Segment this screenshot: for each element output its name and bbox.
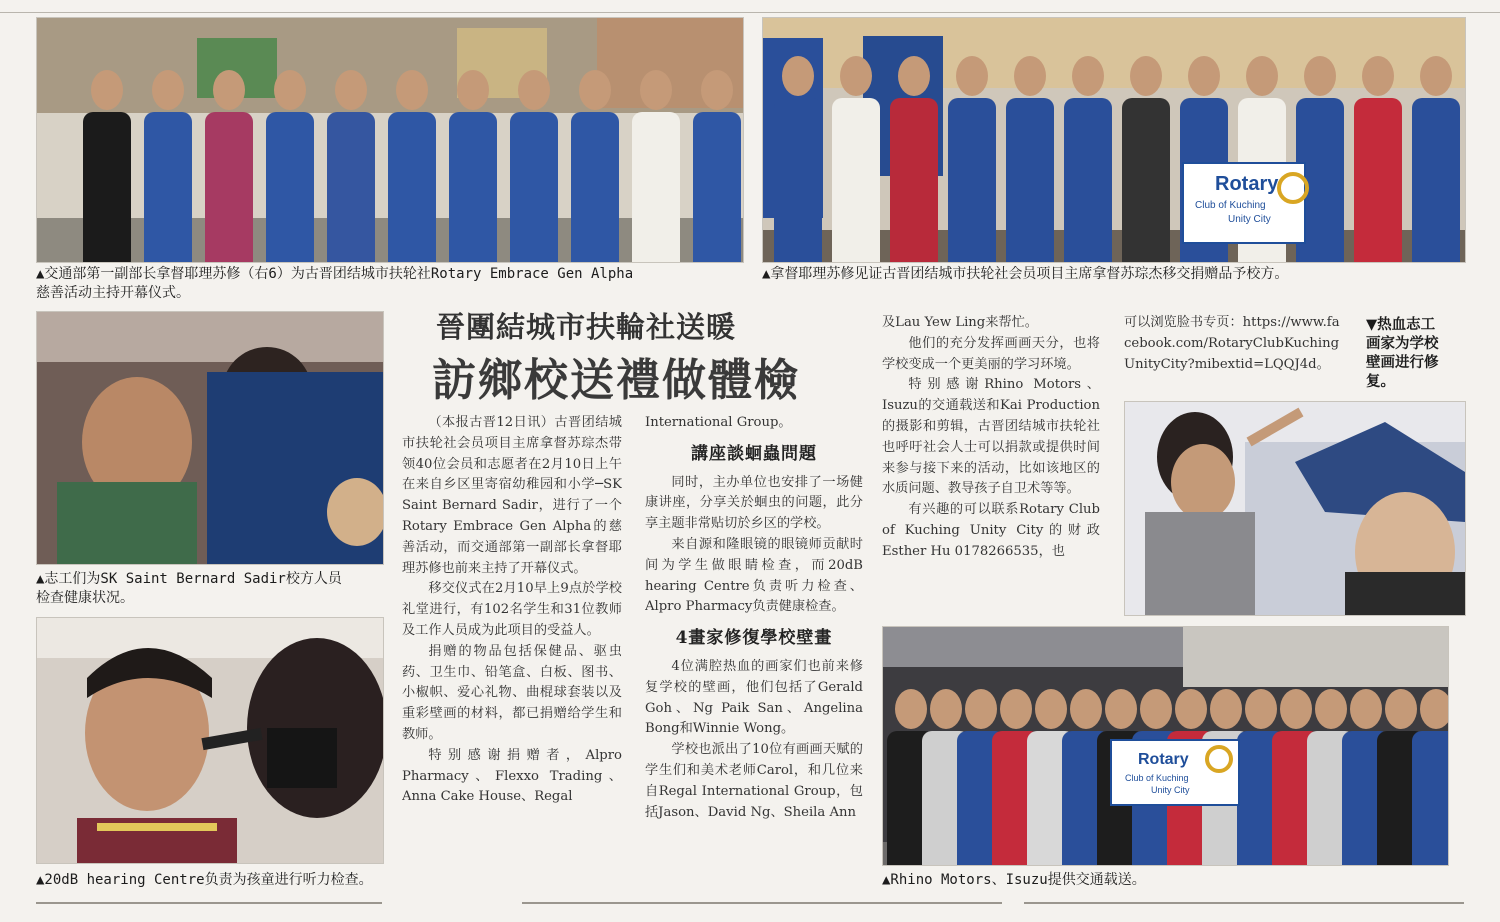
person-head [1070, 689, 1102, 729]
person-head [701, 70, 733, 110]
person-figure [571, 112, 619, 262]
person-head [1140, 689, 1172, 729]
caption-line: ▲交通部第一副部长拿督耶理苏修（右6）为古晋团结城市扶轮社Rotary Embrace Gen Alpha [36, 266, 634, 282]
person-figure [1064, 98, 1112, 262]
caption-line: ▲20dB hearing Centre负责为孩童进行听力检查。 [36, 872, 373, 888]
person-head [1245, 689, 1277, 729]
person-head [1304, 56, 1336, 96]
person-head [1385, 689, 1417, 729]
person-figure [144, 112, 192, 262]
photo-mural-painting [1124, 401, 1466, 616]
person-head [1072, 56, 1104, 96]
person-head [518, 70, 550, 110]
person-figure [205, 112, 253, 262]
article-column-4 [1124, 313, 1346, 397]
caption-line: ▼热血志工 [1366, 317, 1436, 333]
person-head [274, 70, 306, 110]
photo-caption [762, 265, 1482, 284]
person-figure [327, 112, 375, 262]
caption-line: 慈善活动主持开幕仪式。 [36, 285, 190, 301]
person-head [1362, 56, 1394, 96]
photo-hearing-check [36, 617, 384, 864]
caption-line: 复。 [1366, 374, 1395, 390]
person-figure [1122, 98, 1170, 262]
person-figure [266, 112, 314, 262]
caption-line: 画家为学校 [1366, 336, 1439, 352]
bottom-rule-middle [522, 902, 1002, 922]
person-figure [449, 112, 497, 262]
paragraph: 同时，主办单位也安排了一场健康讲座，分享关於蛔虫的问题，此分享主题非常贴切於乡区的学校。 [645, 474, 863, 532]
paragraph: 4位满腔热血的画家们也前来修复学校的壁画，他们包括了Gerald Goh、Ng Paik San、Angelina Bong和Winnie Wong。 [645, 658, 863, 737]
person-head [1350, 689, 1382, 729]
banner-club-text: Club of Kuching [1125, 773, 1189, 783]
person-head [782, 56, 814, 96]
photo-group-volunteers [882, 626, 1449, 866]
person-head [457, 70, 489, 110]
person-head [1420, 56, 1452, 96]
article-column-2 [645, 413, 863, 891]
paragraph: International Group。 [645, 415, 792, 430]
person-head [1246, 56, 1278, 96]
person-head [91, 70, 123, 110]
person-figure [693, 112, 741, 262]
banner-rotary-text: Rotary [1215, 173, 1279, 195]
headline-line1: 晉團結城市扶輪社送暖 [436, 310, 737, 344]
person-head [152, 70, 184, 110]
bottom-rule-right [1024, 902, 1464, 922]
person-figure [890, 98, 938, 262]
paragraph: 移交仪式在2月10早上9点於学校礼堂进行，有102名学生和31位教师及工作人员成为此项目的受益人。 [402, 581, 622, 638]
photo-caption [36, 265, 756, 303]
person-head [1130, 56, 1162, 96]
caption-line: ▲拿督耶理苏修见证古晋团结城市扶轮社会员项目主席拿督苏琮杰移交捐赠品予校方。 [762, 266, 1289, 282]
subheading: 4畫家修復學校壁畫 [675, 628, 833, 649]
person-head [1175, 689, 1207, 729]
person-head [840, 56, 872, 96]
banner-city-text: Unity City [1151, 785, 1190, 795]
subheading: 講座談蛔蟲問題 [691, 443, 817, 464]
person-head [1035, 689, 1067, 729]
article-column-1 [402, 413, 622, 891]
caption-line: 检查健康状况。 [36, 590, 134, 606]
photo-health-check [36, 311, 384, 565]
person-head [335, 70, 367, 110]
caption-line: 壁画进行修 [1366, 355, 1439, 371]
paragraph: 来自源和隆眼镜的眼镜师贡献时间为学生做眼睛检查，而20dB hearing Centre负责听力检查、Alpro Pharmacy负责健康检查。 [645, 536, 863, 615]
headline-line2: 訪鄉校送禮做體檢 [432, 355, 800, 406]
person-figure [83, 112, 131, 262]
person-head [1188, 56, 1220, 96]
person-head [1315, 689, 1347, 729]
photo-donation-handover [762, 17, 1466, 263]
person-figure [774, 98, 822, 262]
person-head [930, 689, 962, 729]
person-head [640, 70, 672, 110]
paragraph: 特别感谢捐赠者，Alpro Pharmacy、Flexxo Trading、Anna Cake House、Regal [402, 747, 622, 805]
person-figure [510, 112, 558, 262]
person-head [579, 70, 611, 110]
paragraph: 可以浏览脸书专页：https://www.facebook.com/RotaryClubKuchingUnityCity?mibextid=LQQJ4d。 [1124, 315, 1340, 372]
photo-caption [882, 871, 1447, 890]
person-figure [1354, 98, 1402, 262]
caption-line: ▲Rhino Motors、Isuzu提供交通载送。 [882, 872, 1146, 888]
paragraph: 及Lau Yew Ling来帮忙。 [882, 315, 1038, 330]
paragraph: 学校也派出了10位有画画天赋的学生们和美术老师Carol，和几位来自Regal International Group，包括Jason、David Ng、Sheila Ann [645, 742, 863, 820]
top-rule [0, 0, 1500, 13]
paragraph: 他们的充分发挥画画天分，也将学校变成一个更美丽的学习环境。 [882, 335, 1100, 372]
person-head [898, 56, 930, 96]
person-figure [1412, 731, 1448, 865]
bottom-rule-left [36, 902, 382, 922]
paragraph: 捐赠的物品包括保健品、驱虫药、卫生巾、铅笔盒、白板、图书、小椒帜、爱心礼物、曲棍球套装以及重彩壁画的材料，都已捐赠给学生和教师。 [402, 643, 622, 742]
paragraph: 有兴趣的可以联系Rotary Club of Kuching Unity City的财政Esther Hu 0178266535，也 [882, 502, 1100, 559]
person-head [895, 689, 927, 729]
person-figure [388, 112, 436, 262]
person-head [1280, 689, 1312, 729]
person-head [965, 689, 997, 729]
paragraph: 特别感谢Rhino Motors、Isuzu的交通载送和Kai Production的摄影和剪辑，古晋团结城市扶轮社也呼吁社会人士可以捐款或提供时间来参与接下来的活动，比如该地区的水质问题、教导孩子自卫术等等。 [882, 377, 1100, 497]
person-figure [1006, 98, 1054, 262]
article-column-3 [882, 313, 1100, 623]
photo-caption [36, 871, 396, 890]
paragraph: （本报古晋12日讯）古晋团结城市扶轮社会员项目主席拿督苏琮杰带领40位会员和志愿者在2月10日上午在来自乡区里寄宿幼稚园和小学─SK Saint Bernard Sadir，进行了一个Rotary Embrace Gen Alpha的慈善活动，而交通部第一副部长拿督耶理苏修也前来主持了开幕仪式。 [402, 415, 622, 576]
person-figure [632, 112, 680, 262]
person-head [396, 70, 428, 110]
person-head [1210, 689, 1242, 729]
person-figure [832, 98, 880, 262]
person-head [1000, 689, 1032, 729]
person-head [956, 56, 988, 96]
photo-opening-ceremony [36, 17, 744, 263]
person-figure [948, 98, 996, 262]
banner-rotary-text: Rotary [1138, 751, 1189, 768]
banner-city-text: Unity City [1228, 214, 1271, 225]
photo-caption [1366, 316, 1466, 392]
person-figure [1412, 98, 1460, 262]
photo-caption [36, 570, 396, 608]
person-head [1014, 56, 1046, 96]
banner-club-text: Club of Kuching [1195, 200, 1266, 211]
person-head [213, 70, 245, 110]
caption-line: ▲志工们为SK Saint Bernard Sadir校方人员 [36, 571, 342, 587]
person-head [1105, 689, 1137, 729]
